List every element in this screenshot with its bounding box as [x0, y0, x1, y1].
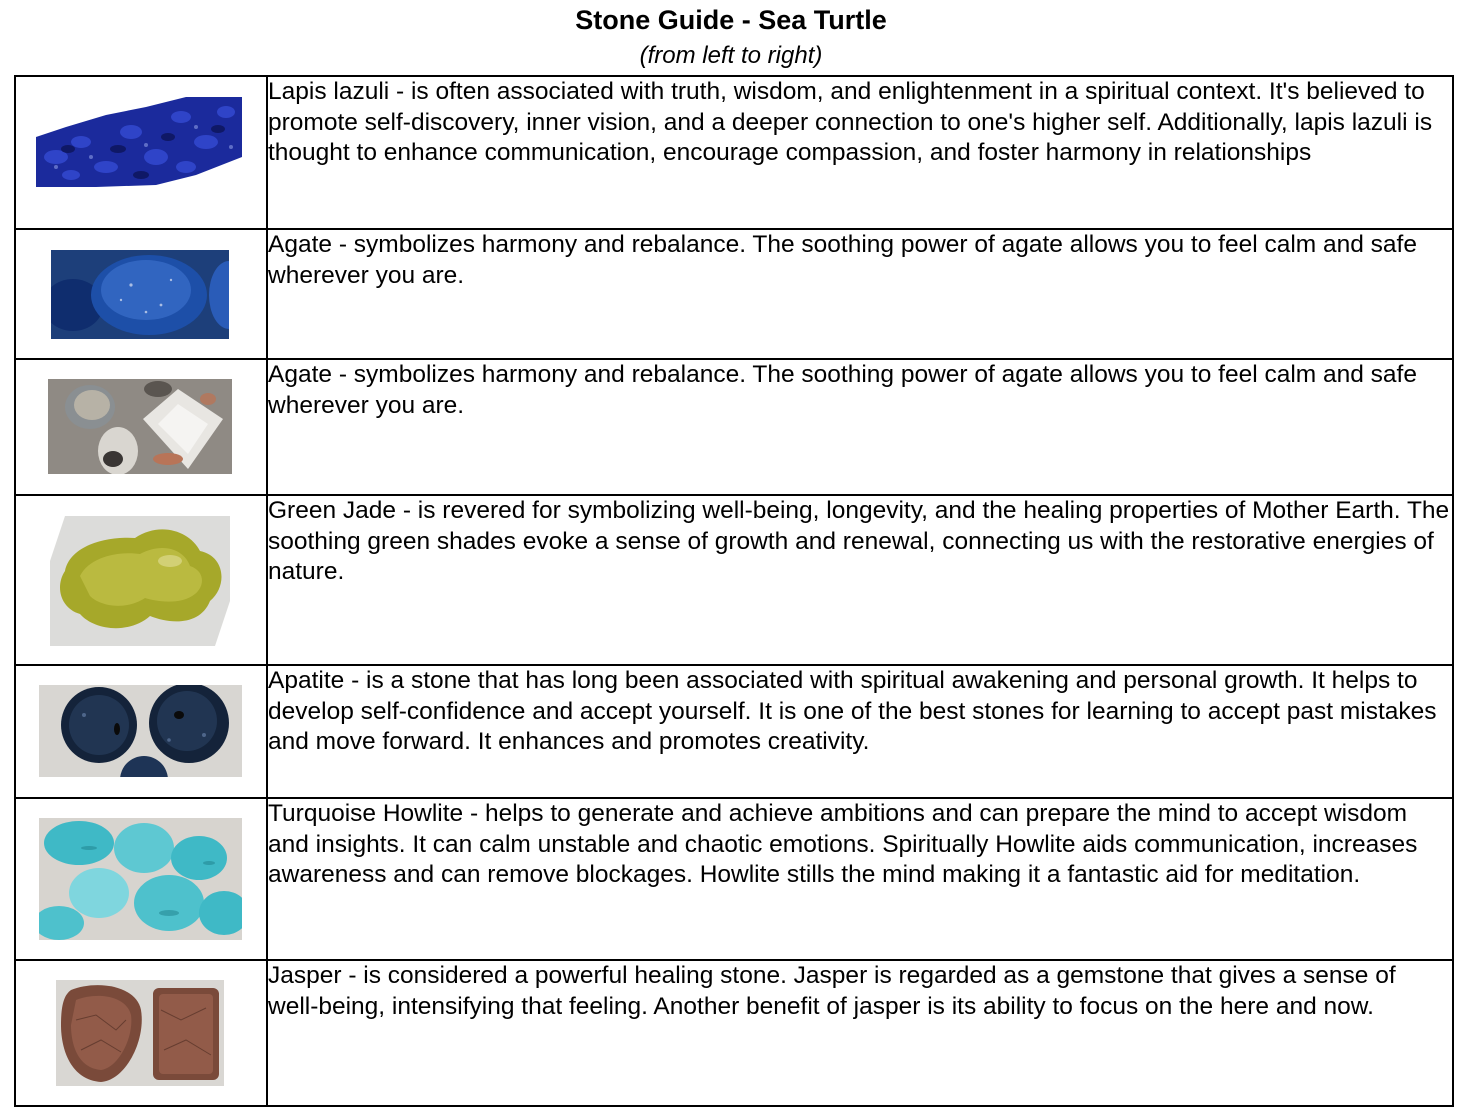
page-subtitle: (from left to right): [639, 42, 823, 69]
stone-image-cell: [15, 359, 267, 495]
table-row: [15, 665, 1453, 798]
table-row: [15, 960, 1453, 1106]
table-row: [15, 495, 1453, 665]
stone-image-cell: [15, 960, 267, 1106]
page-title: Stone Guide - Sea Turtle: [575, 5, 887, 35]
stone-image-cell: [15, 495, 267, 665]
stone-description: Green Jade - is revered for symbolizing well-being, longevity, and the healing properties of Mother Earth. The soothing green shades evoke a sense of growth and renewal, connecting us with the restorative energies of nature.: [267, 495, 1453, 665]
dendritic-agate-image: [48, 379, 232, 474]
stone-image-cell: [15, 798, 267, 960]
lapis-lazuli-image: [36, 97, 242, 187]
stone-description: Turquoise Howlite - helps to generate and achieve ambitions and can prepare the mind to accept wisdom and insights. It can calm unstable and chaotic emotions. Spiritually Howlite aids communication, increases awareness and can remove blockages. Howlite stills the mind making it a fantastic aid for meditation.: [267, 798, 1453, 960]
green-jade-image: [50, 516, 230, 646]
table-row: [15, 359, 1453, 495]
stone-image-cell: [15, 229, 267, 359]
stone-guide-table: [14, 75, 1454, 1107]
stone-description: Agate - symbolizes harmony and rebalance. The soothing power of agate allows you to feel calm and safe wherever you are.: [267, 359, 1453, 495]
stone-description: Jasper - is considered a powerful healing stone. Jasper is regarded as a gemstone that gives a sense of well-being, intensifying that feeling. Another benefit of jasper is its ability to focus on the here and now.: [267, 960, 1453, 1106]
apatite-image: [39, 685, 242, 777]
stone-description: Apatite - is a stone that has long been associated with spiritual awakening and personal growth. It helps to develop self-confidence and accept yourself. It is one of the best stones for learning to accept past mistakes and move forward. It enhances and promotes creativity.: [267, 665, 1453, 798]
table-row: [15, 229, 1453, 359]
blue-agate-image: [51, 250, 229, 339]
jasper-image: [56, 980, 224, 1086]
stone-description: Agate - symbolizes harmony and rebalance. The soothing power of agate allows you to feel calm and safe wherever you are.: [267, 229, 1453, 359]
table-row: [15, 798, 1453, 960]
stone-image-cell: [15, 76, 267, 229]
stone-description: Lapis lazuli - is often associated with truth, wisdom, and enlightenment in a spiritual context. It's believed to promote self-discovery, inner vision, and a deeper connection to one's higher self. Additionally, lapis lazuli is thought to enhance communication, encourage compassion, and foster harmony in relationships: [267, 76, 1453, 229]
table-row: [15, 76, 1453, 229]
stone-image-cell: [15, 665, 267, 798]
turquoise-howlite-image: [39, 818, 242, 940]
